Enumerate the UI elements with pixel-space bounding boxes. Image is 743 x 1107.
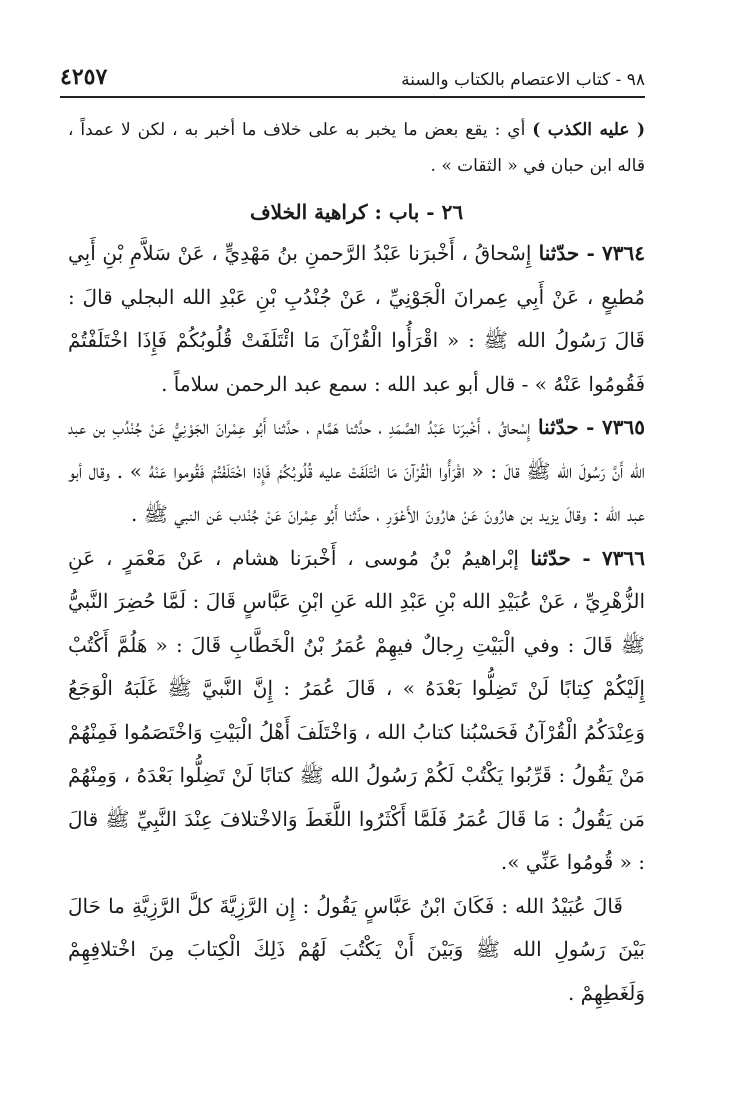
page-body (68, 112, 645, 1015)
hadith-7364 (68, 232, 645, 406)
hadith-opening: - حدّثنا (530, 415, 603, 439)
hadith-text: إبْراهيمُ بْنُ مُوسى ، أَخْبرَنا هشام ، عَنْ مَعْمَرٍ ، عَنِ الزُّهْرِيِّ ، عَنْ عُبَيْدِ الله بْنِ عَبْدِ الله عَنِ ابْنِ عَبَّاسٍ قَالَ : لَمَّا حُضِرَ النَّبيُّ ﷺ قَالَ : وفي الْبَيْتِ رِجالٌ فيهِمْ عُمَرُ بْنُ الْخَطَّابِ قَالَ : « هَلُمَّ أَكْتُبْ إِلَيْكُمْ كِتابًا لَنْ تَضِلُّوا بَعْدَهُ » ، قَالَ عُمَرُ : إِنَّ النَّبيَّ ﷺ غَلَبَهُ الْوَجَعُ وَعِنْدَكُمُ الْقُرْآنُ فَحَسْبُنا كتابُ الله ، وَاخْتَلَفَ أَهْلُ الْبَيْتِ وَاخْتَصَمُوا فَمِنْهُمْ مَنْ يَقُولُ : قَرِّبُوا يَكْتُبْ لَكُمْ رَسُولُ الله ﷺ كتابًا لَنْ تَضِلُّوا بَعْدَهُ ، وَمِنْهُمْ مَن يَقُولُ : مَا قَالَ عُمَرُ فَلَمَّا أَكْثَرُوا اللَّغَطَ وَالاخْتلافَ عِنْدَ النَّبِيِّ ﷺ قالَ : « قُومُوا عَنِّي ». (68, 545, 646, 874)
hadith-opening: - حدّثنا (518, 545, 603, 570)
hadith-number: ٧٣٦٤ (602, 241, 645, 265)
hadith-number: ٧٣٦٦ (602, 545, 645, 570)
note-head: ( عليه الكذب ) (532, 120, 645, 140)
hadith-opening: - حدّثنا (531, 241, 603, 265)
hadith-text: إِسْحاقُ ، أَخْبرَنا عَبْدُ الصَّمَدِ ، حدَّثنا هَمَّام ، حدَّثنا أَبُو عِمْرانَ الجَوْنِيُّ عَنْ جُنْدُبِ بن عبد الله أَنَّ رَسُولَ الله ﷺ قالَ : « اقْرَأُوا الْقُرْآنَ مَا ائْتَلَفَتْ عليه قُلُوبُكُمْ فَإِذا اخْتَلَفْتُمْ فَقُوموا عَنْهُ » . وقال أبو عبد الله : وقالَ يزيد بن هارُونَ عَنْ هارُونَ الأَعْوَرِ ، حدَّثنا أَبُو عِمْرانَ عَنْ جُنْدب عَن النبي ﷺ . (68, 415, 645, 526)
running-title: ٩٨ - كتاب الاعتصام بالكتاب والسنة (401, 70, 645, 90)
chapter-heading: ٢٦ - باب : كراهية الخلاف (249, 200, 464, 224)
footnote-commentary (68, 112, 645, 184)
page-header (60, 58, 645, 98)
page-number: ٤٢٥٧ (60, 64, 108, 90)
hadith-text: إِسْحاقُ ، أَخْبرَنا عَبْدُ الرَّحمنِ بنُ مَهْدِيٍّ ، عَنْ سَلاَّمِ بْنِ أَبِي مُطيعٍ ، عَنْ أَبِي عِمرانَ الْجَوْنِيِّ ، عَنْ جُنْدُبِ بْنِ عَبْدِ الله البجلي قالَ : قَالَ رَسُولُ الله ﷺ : « اقْرَأُوا الْقُرْآنَ مَا ائْتَلَفَتْ قُلُوبُكُمْ فَإِذَا اخْتَلَفْتُمْ فَقُومُوا عَنْهُ » - قال أبو عبد الله : سمع عبد الرحمن سلاماً . (68, 241, 645, 396)
hadith-number: ٧٣٦٥ (602, 415, 645, 439)
closing-paragraph: قَالَ عُبَيْدُ الله : فَكَانَ ابْنُ عَبَّاسٍ يَقُولُ : إِن الرَّزِيَّةَ كلَّ الرَّزِيَّةِ ما حَالَ بَيْنَ رَسُولِ الله ﷺ وَبَيْنَ أَنْ يَكْتُبَ لَهُمْ ذَلِكَ الْكِتابَ مِنَ اخْتلافِهِمْ وَلَغَطِهِمْ . (68, 893, 645, 1005)
hadith-7366 (68, 537, 645, 885)
note-text: أي : يقع بعض ما يخبر به على خلاف ما أخبر به ، لكن لا عمداً ، قاله ابن حبان في « الثقات » . (68, 120, 645, 176)
hadith-7365 (68, 406, 645, 537)
